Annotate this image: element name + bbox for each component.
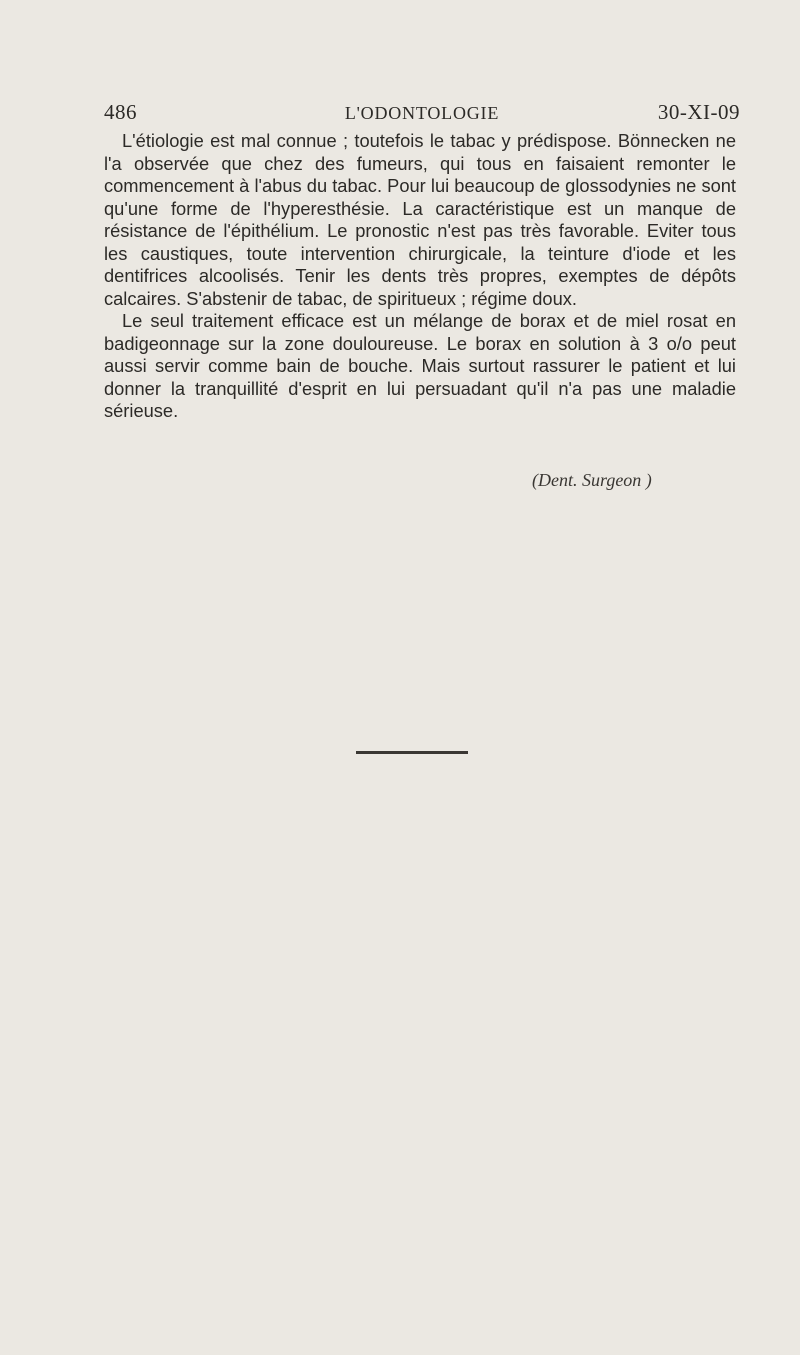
running-header: [104, 100, 740, 130]
paragraph-etiologie: L'étiologie est mal connue ; toutefois le tabac y prédispose. Bönnecken ne l'a observée que chez des fumeurs, qui tous en faisaient remonter le commencement à l'abus du tabac. Pour lui beaucoup de glossodynies ne sont qu'une forme de l'hyperesthésie. La caractéristique est un manque de résistance de l'épithélium. Le pronostic n'est pas très favorable. Eviter tous les caustiques, toute intervention chirurgicale, la teinture d'iode et les dentifrices alcoolisés. Tenir les dents très propres, exemptes de dépôts calcaires. S'abstenir de tabac, de spiritueux ; régime doux.: [104, 130, 736, 309]
running-title: L'ODONTOLOGIE: [344, 103, 500, 123]
issue-date: 30-XI-09: [657, 100, 740, 124]
paragraph-traitement: Le seul traitement efficace est un mélange de borax et de miel rosat en badigeonnage sur la zone douloureuse. Le borax en solution à 3 o/o peut aussi servir comme bain de bouche. Mais surtout rassurer le patient et lui donner la tranquillité d'esprit en lui persuadant qu'il n'a pas une maladie sérieuse.: [104, 310, 736, 421]
article-body: [104, 130, 736, 423]
source-citation: (Dent. Surgeon ): [532, 470, 652, 490]
section-divider: [356, 751, 468, 754]
page-number: 486: [104, 100, 137, 124]
